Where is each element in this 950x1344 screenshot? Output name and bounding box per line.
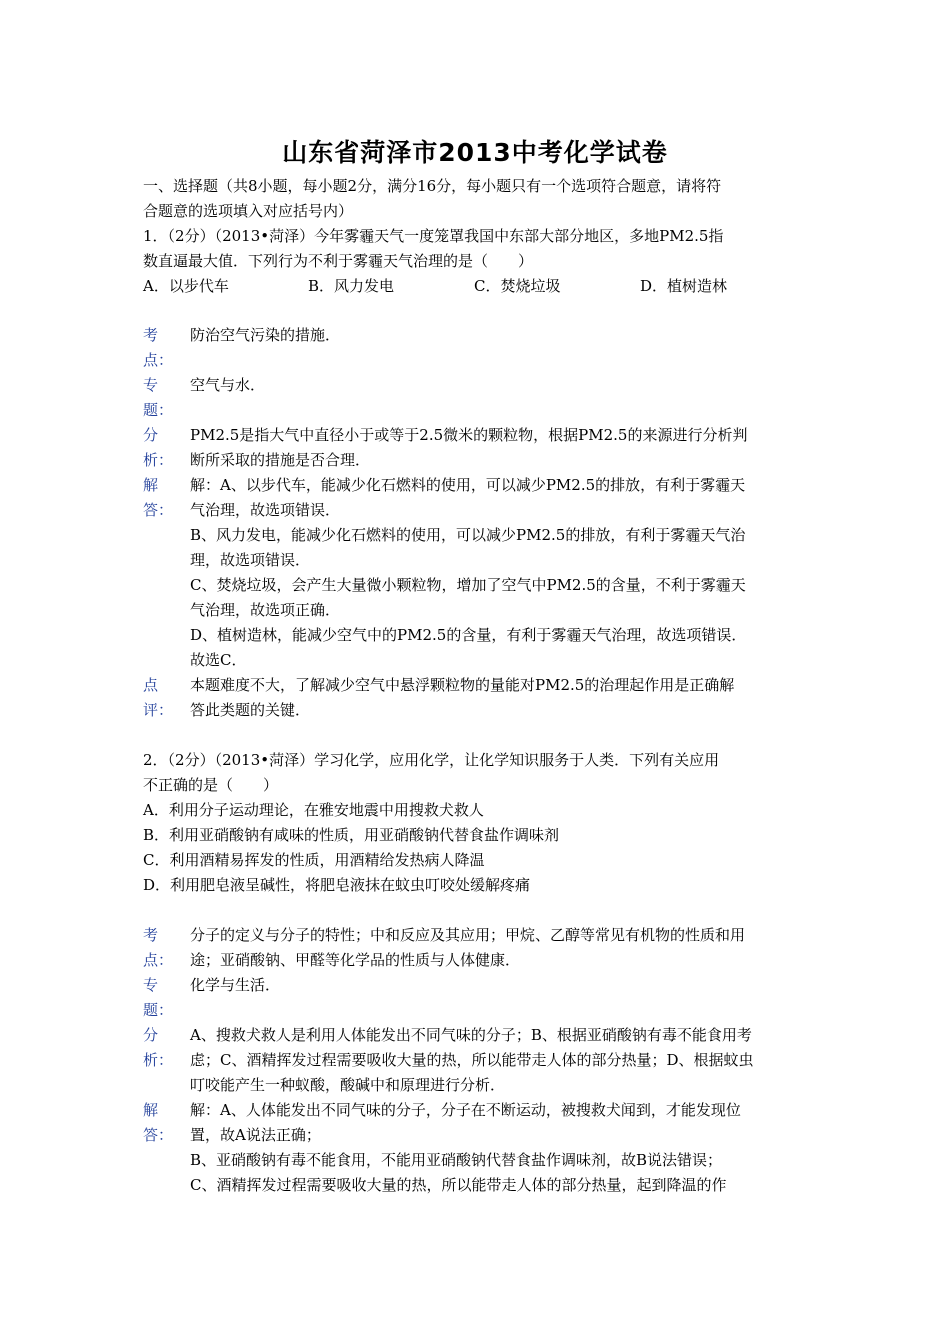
q2-option-d: D．利用肥皂液呈碱性，将肥皂液抹在蚊虫叮咬处缓解疼痛 (143, 876, 531, 894)
q2-zhuanti-text: 化学与生活． (190, 976, 281, 994)
q1-fenxi-text: PM2.5是指大气中直径小于或等于2.5微米的颗粒物，根据PM2.5的来源进行分析判 断所采取的措施是否合理． (190, 426, 748, 469)
q1-jieda-label: 解 答： (143, 476, 174, 519)
q2-fenxi-text: A、搜救犬救人是利用人体能发出不同气味的分子；B、根据亚硝酸钠有毒不能食用考 虑；C、酒精挥发过程需要吸收大量的热，所以能带走人体的部分热量；D、根据蚊虫 叮咬能产生一种蚁酸，酸碱中和原理进行分析． (190, 1026, 754, 1094)
q1-zhuanti-label: 专 题： (143, 376, 174, 419)
q2-fenxi-label: 分 析： (143, 1026, 174, 1069)
q1-stem-line-2: 数直逼最大值．下列行为不利于雾霾天气治理的是（ ） (143, 252, 534, 270)
q2-jieda-label: 解 答： (143, 1101, 174, 1144)
q1-zhuanti-text: 空气与水． (190, 376, 266, 394)
section-heading-line-1: 一、选择题（共8小题，每小题2分，满分16分，每小题只有一个选项符合题意，请将符 (143, 177, 722, 195)
q2-stem-line-2: 不正确的是（ ） (143, 776, 279, 794)
q2-stem-line-1: 2．（2分）（2013•菏泽）学习化学，应用化学，让化学知识服务于人类．下列有关应用 (143, 751, 720, 769)
q1-kaodian-label: 考 点： (143, 326, 174, 369)
q1-kaodian-text: 防治空气污染的措施． (190, 326, 341, 344)
q1-stem-line-1: 1．（2分）（2013•菏泽）今年雾霾天气一度笼罩我国中东部大部分地区，多地PM2.5指 (143, 227, 724, 245)
q2-option-a: A．利用分子运动理论，在雅安地震中用搜救犬救人 (143, 801, 484, 819)
q2-kaodian-label: 考 点： (143, 926, 174, 969)
q2-kaodian-text: 分子的定义与分子的特性；中和反应及其应用；甲烷、乙醇等常见有机物的性质和用 途；亚硝酸钠、甲醛等化学品的性质与人体健康． (190, 926, 746, 969)
q1-option-d: D．植树造林 (640, 277, 728, 295)
q1-option-c: C．焚烧垃圾 (474, 277, 561, 295)
q2-zhuanti-label: 专 题： (143, 976, 174, 1019)
q2-option-b: B．利用亚硝酸钠有咸味的性质，用亚硝酸钠代替食盐作调味剂 (143, 826, 560, 844)
q1-dianping-label: 点 评： (143, 676, 174, 719)
q1-fenxi-label: 分 析： (143, 426, 174, 469)
q2-option-c: C．利用酒精易挥发的性质，用酒精给发热病人降温 (143, 851, 485, 869)
q1-option-b: B．风力发电 (308, 277, 395, 295)
q2-jieda-text: 解：A、人体能发出不同气味的分子，分子在不断运动，被搜救犬闻到，才能发现位 置，故A说法正确； B、亚硝酸钠有毒不能食用，不能用亚硝酸钠代替食盐作调味剂，故B说法错误； C、酒精挥发过程需要吸收大量的热，所以能带走人体的部分热量，起到降温的作 (190, 1101, 741, 1194)
section-heading-line-2: 合题意的选项填入对应括号内） (143, 202, 354, 220)
q1-option-a: A．以步代车 (143, 277, 229, 295)
page-title: 山东省菏泽市2013中考化学试卷 (282, 138, 668, 167)
q1-dianping-text: 本题难度不大，了解减少空气中悬浮颗粒物的量能对PM2.5的治理起作用是正确解 答此类题的关键． (190, 676, 735, 719)
q1-jieda-text: 解：A、以步代车，能减少化石燃料的使用，可以减少PM2.5的排放，有利于雾霾天 气治理，故选项错误． B、风力发电，能减少化石燃料的使用，可以减少PM2.5的排放，有利于雾霾天气治 理，故选项错误． C、焚烧垃圾，会产生大量微小颗粒物，增加了空气中PM2.5的含量，不利于雾霾天 气治理，故选项正确． D、植树造林，能减少空气中的PM2.5的含量，有利于雾霾天气治理，故选项错误． 故选C． (190, 476, 747, 669)
